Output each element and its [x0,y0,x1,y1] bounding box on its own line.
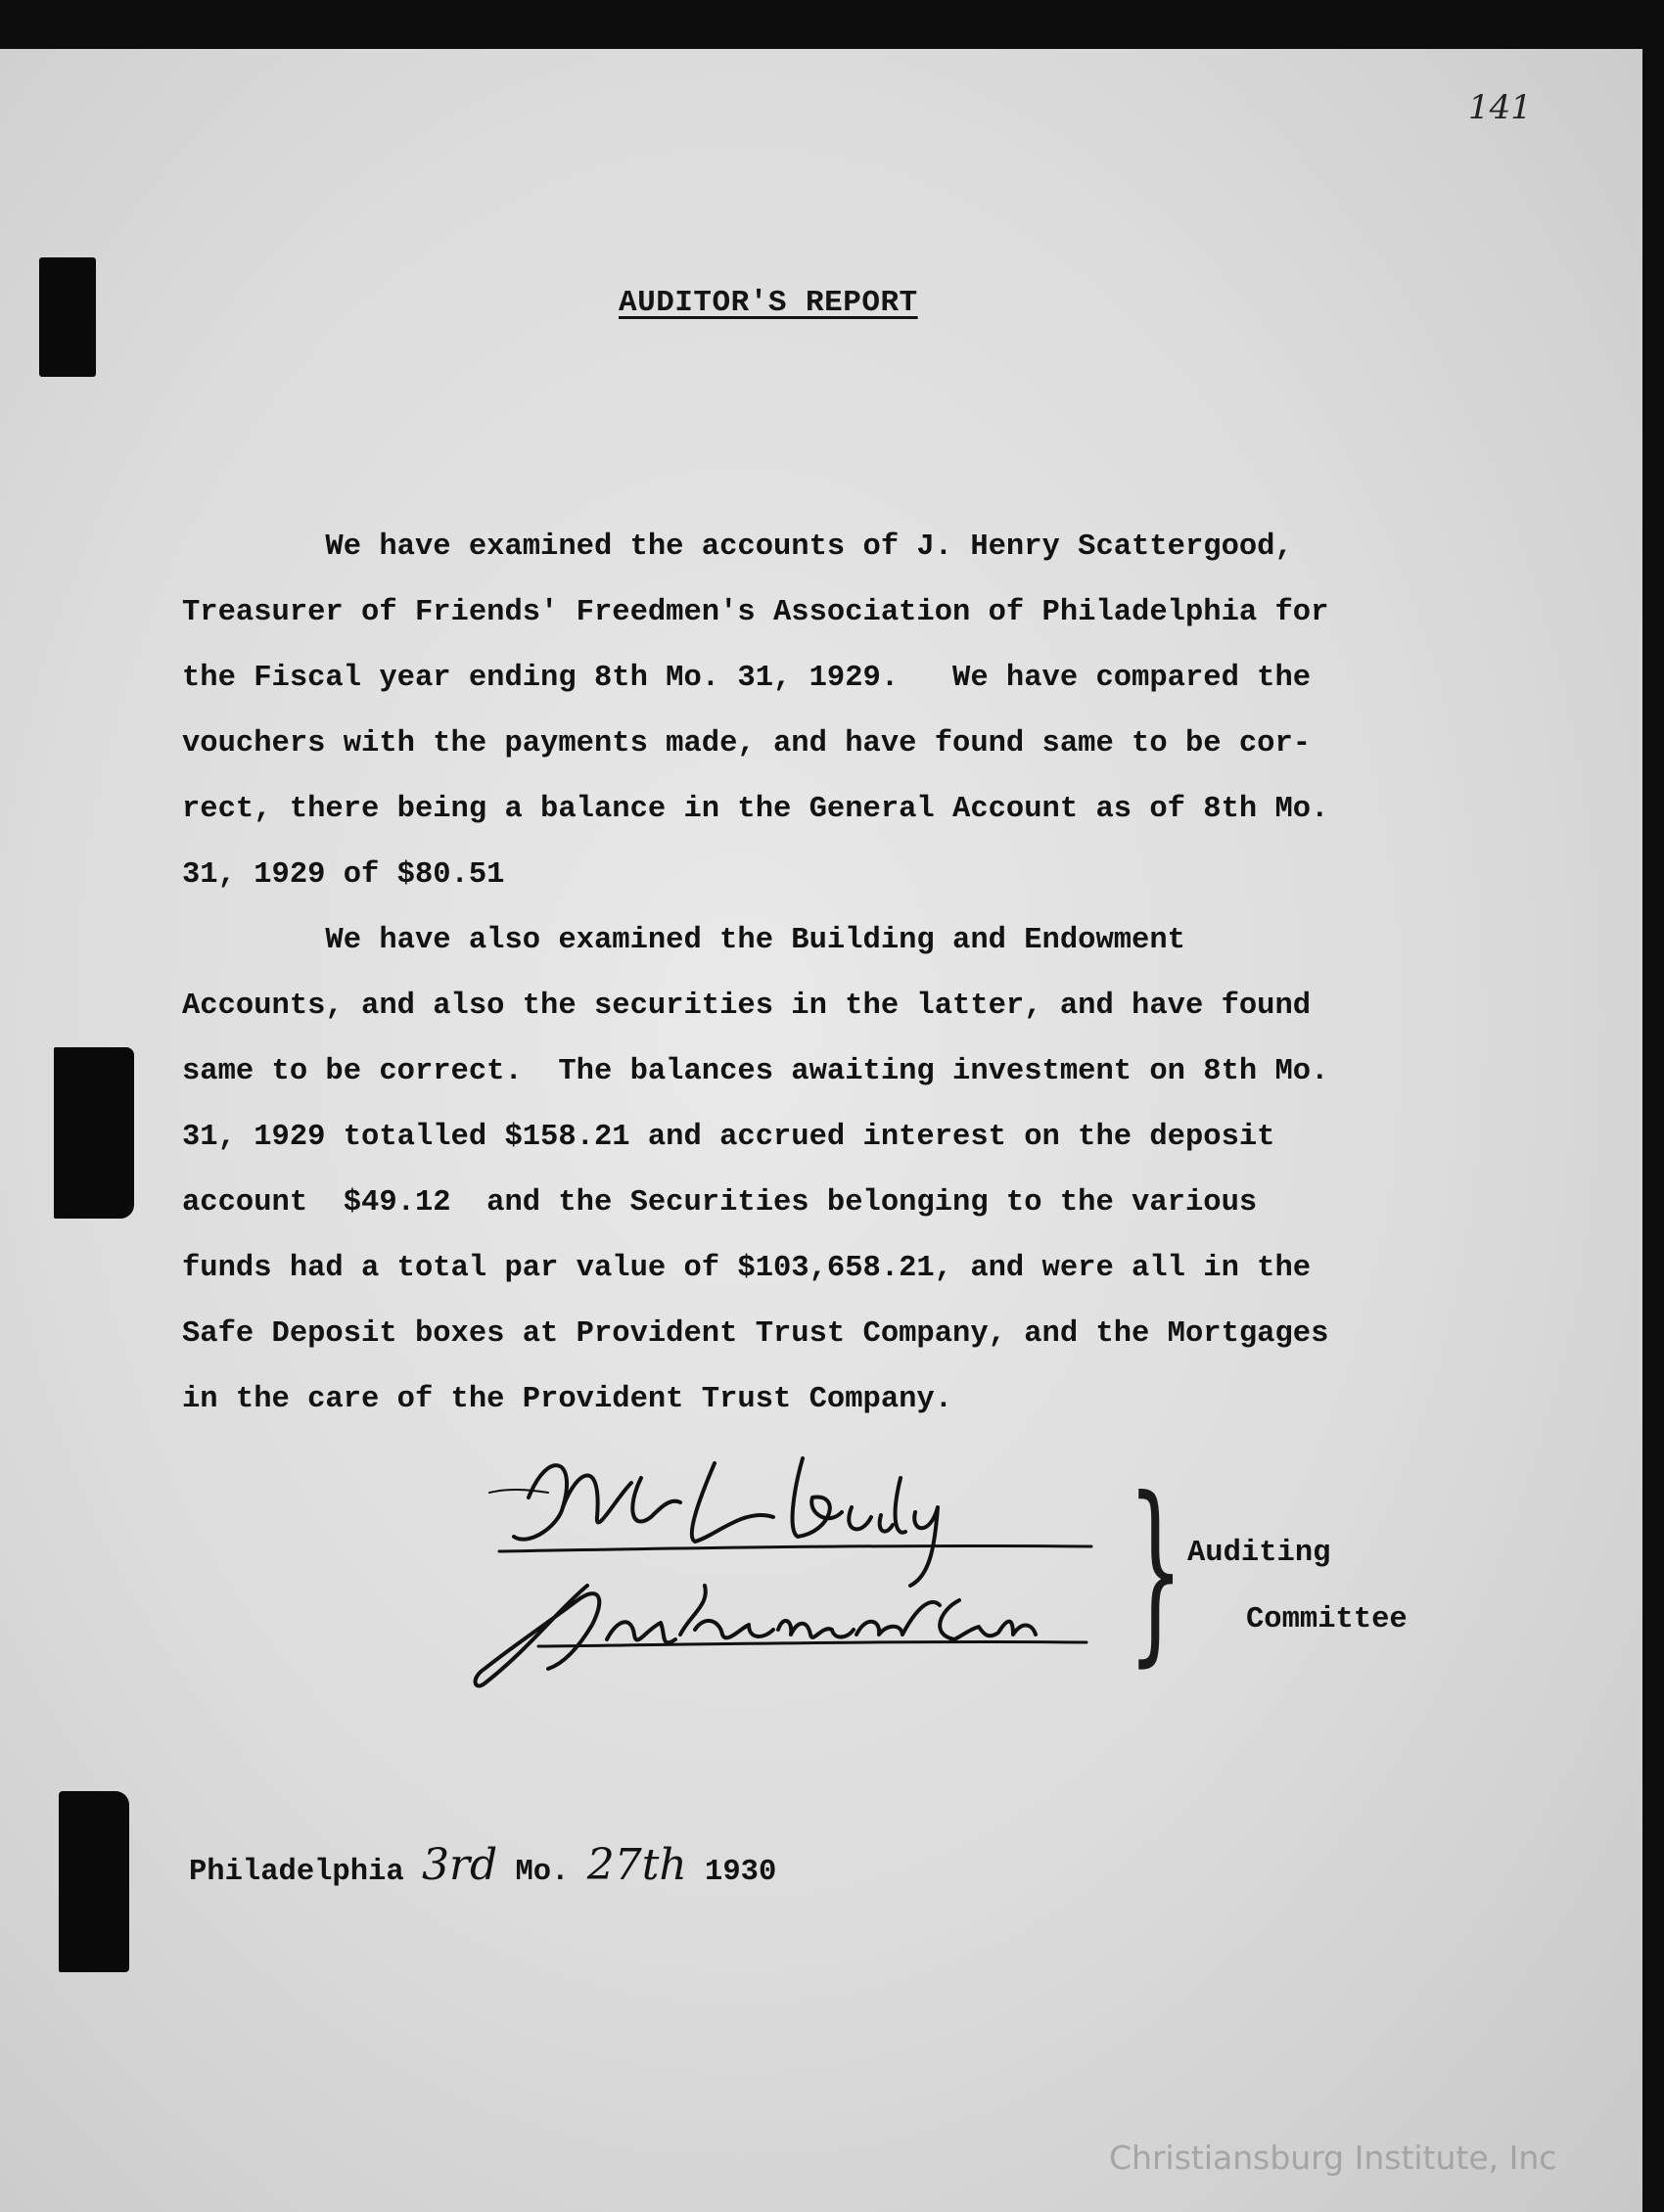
signature-stroke [692,1463,773,1542]
handwritten-signatures [470,1439,1135,1693]
signature-stroke [940,1600,1036,1639]
dateline-year: 1930 [705,1856,777,1889]
page-number: 141 [1468,88,1532,127]
page-title: AUDITOR'S REPORT [619,286,918,320]
dateline-day: 27th [586,1840,687,1890]
body-line: in the care of the Provident Trust Company. [182,1383,953,1416]
signature-stroke [563,1476,631,1523]
body-line: rect, there being a balance in the General Account as of 8th Mo. [182,793,1329,826]
body-line: Accounts, and also the securities in the latter, and have found [182,990,1312,1023]
committee-label-line2: Committee [1246,1603,1408,1636]
signature-stroke [680,1586,773,1637]
dateline [189,1840,776,1890]
body-line: We have also examined the Building and Endowment [182,924,1185,957]
signature-stroke [476,1586,600,1685]
signature-stroke [849,1478,905,1533]
report-body [182,515,1455,1433]
document-page [0,49,1642,2212]
dateline-mo: Mo. [515,1856,570,1889]
scan-right-border [1642,0,1664,2212]
body-line: funds had a total par value of $103,658.21, and were all in the [182,1252,1312,1285]
body-line: Treasurer of Friends' Freedmen's Association of Philadelphia for [182,596,1329,629]
signature-stroke [489,1490,548,1493]
body-line: Safe Deposit boxes at Provident Trust Company, and the Mortgages [182,1317,1329,1351]
body-line: We have examined the accounts of J. Henry Scattergood, [182,530,1293,564]
signature-stroke [607,1622,675,1642]
binder-tab-middle [54,1047,134,1219]
body-line: 31, 1929 totalled $158.21 and accrued interest on the deposit [182,1121,1275,1154]
signature-stroke [499,1545,1091,1551]
committee-label-line1: Auditing [1187,1537,1331,1570]
dateline-month-number: 3rd [421,1840,498,1890]
body-line: the Fiscal year ending 8th Mo. 31, 1929. We have compared the [182,662,1312,695]
signature-stroke [793,1458,842,1537]
binder-tab-bottom [59,1791,129,1972]
signature-stroke [856,1602,940,1635]
signature-stroke [514,1465,567,1540]
body-line: account $49.12 and the Securities belonging to the various [182,1186,1258,1220]
committee-brace: } [1128,1456,1184,1684]
signature-stroke [778,1621,854,1637]
binder-tab-top [39,257,96,377]
scan-top-border [0,0,1664,51]
body-line: same to be correct. The balances awaiting investment on 8th Mo. [182,1055,1329,1088]
body-line: 31, 1929 of $80.51 [182,858,505,892]
body-line: vouchers with the payments made, and have found same to be cor- [182,727,1312,760]
signature-stroke [538,1641,1086,1646]
watermark: Christiansburg Institute, Inc [1109,2139,1557,2177]
dateline-city: Philadelphia [189,1856,404,1889]
signature-block [470,1439,1135,1693]
signature-stroke [632,1478,680,1521]
